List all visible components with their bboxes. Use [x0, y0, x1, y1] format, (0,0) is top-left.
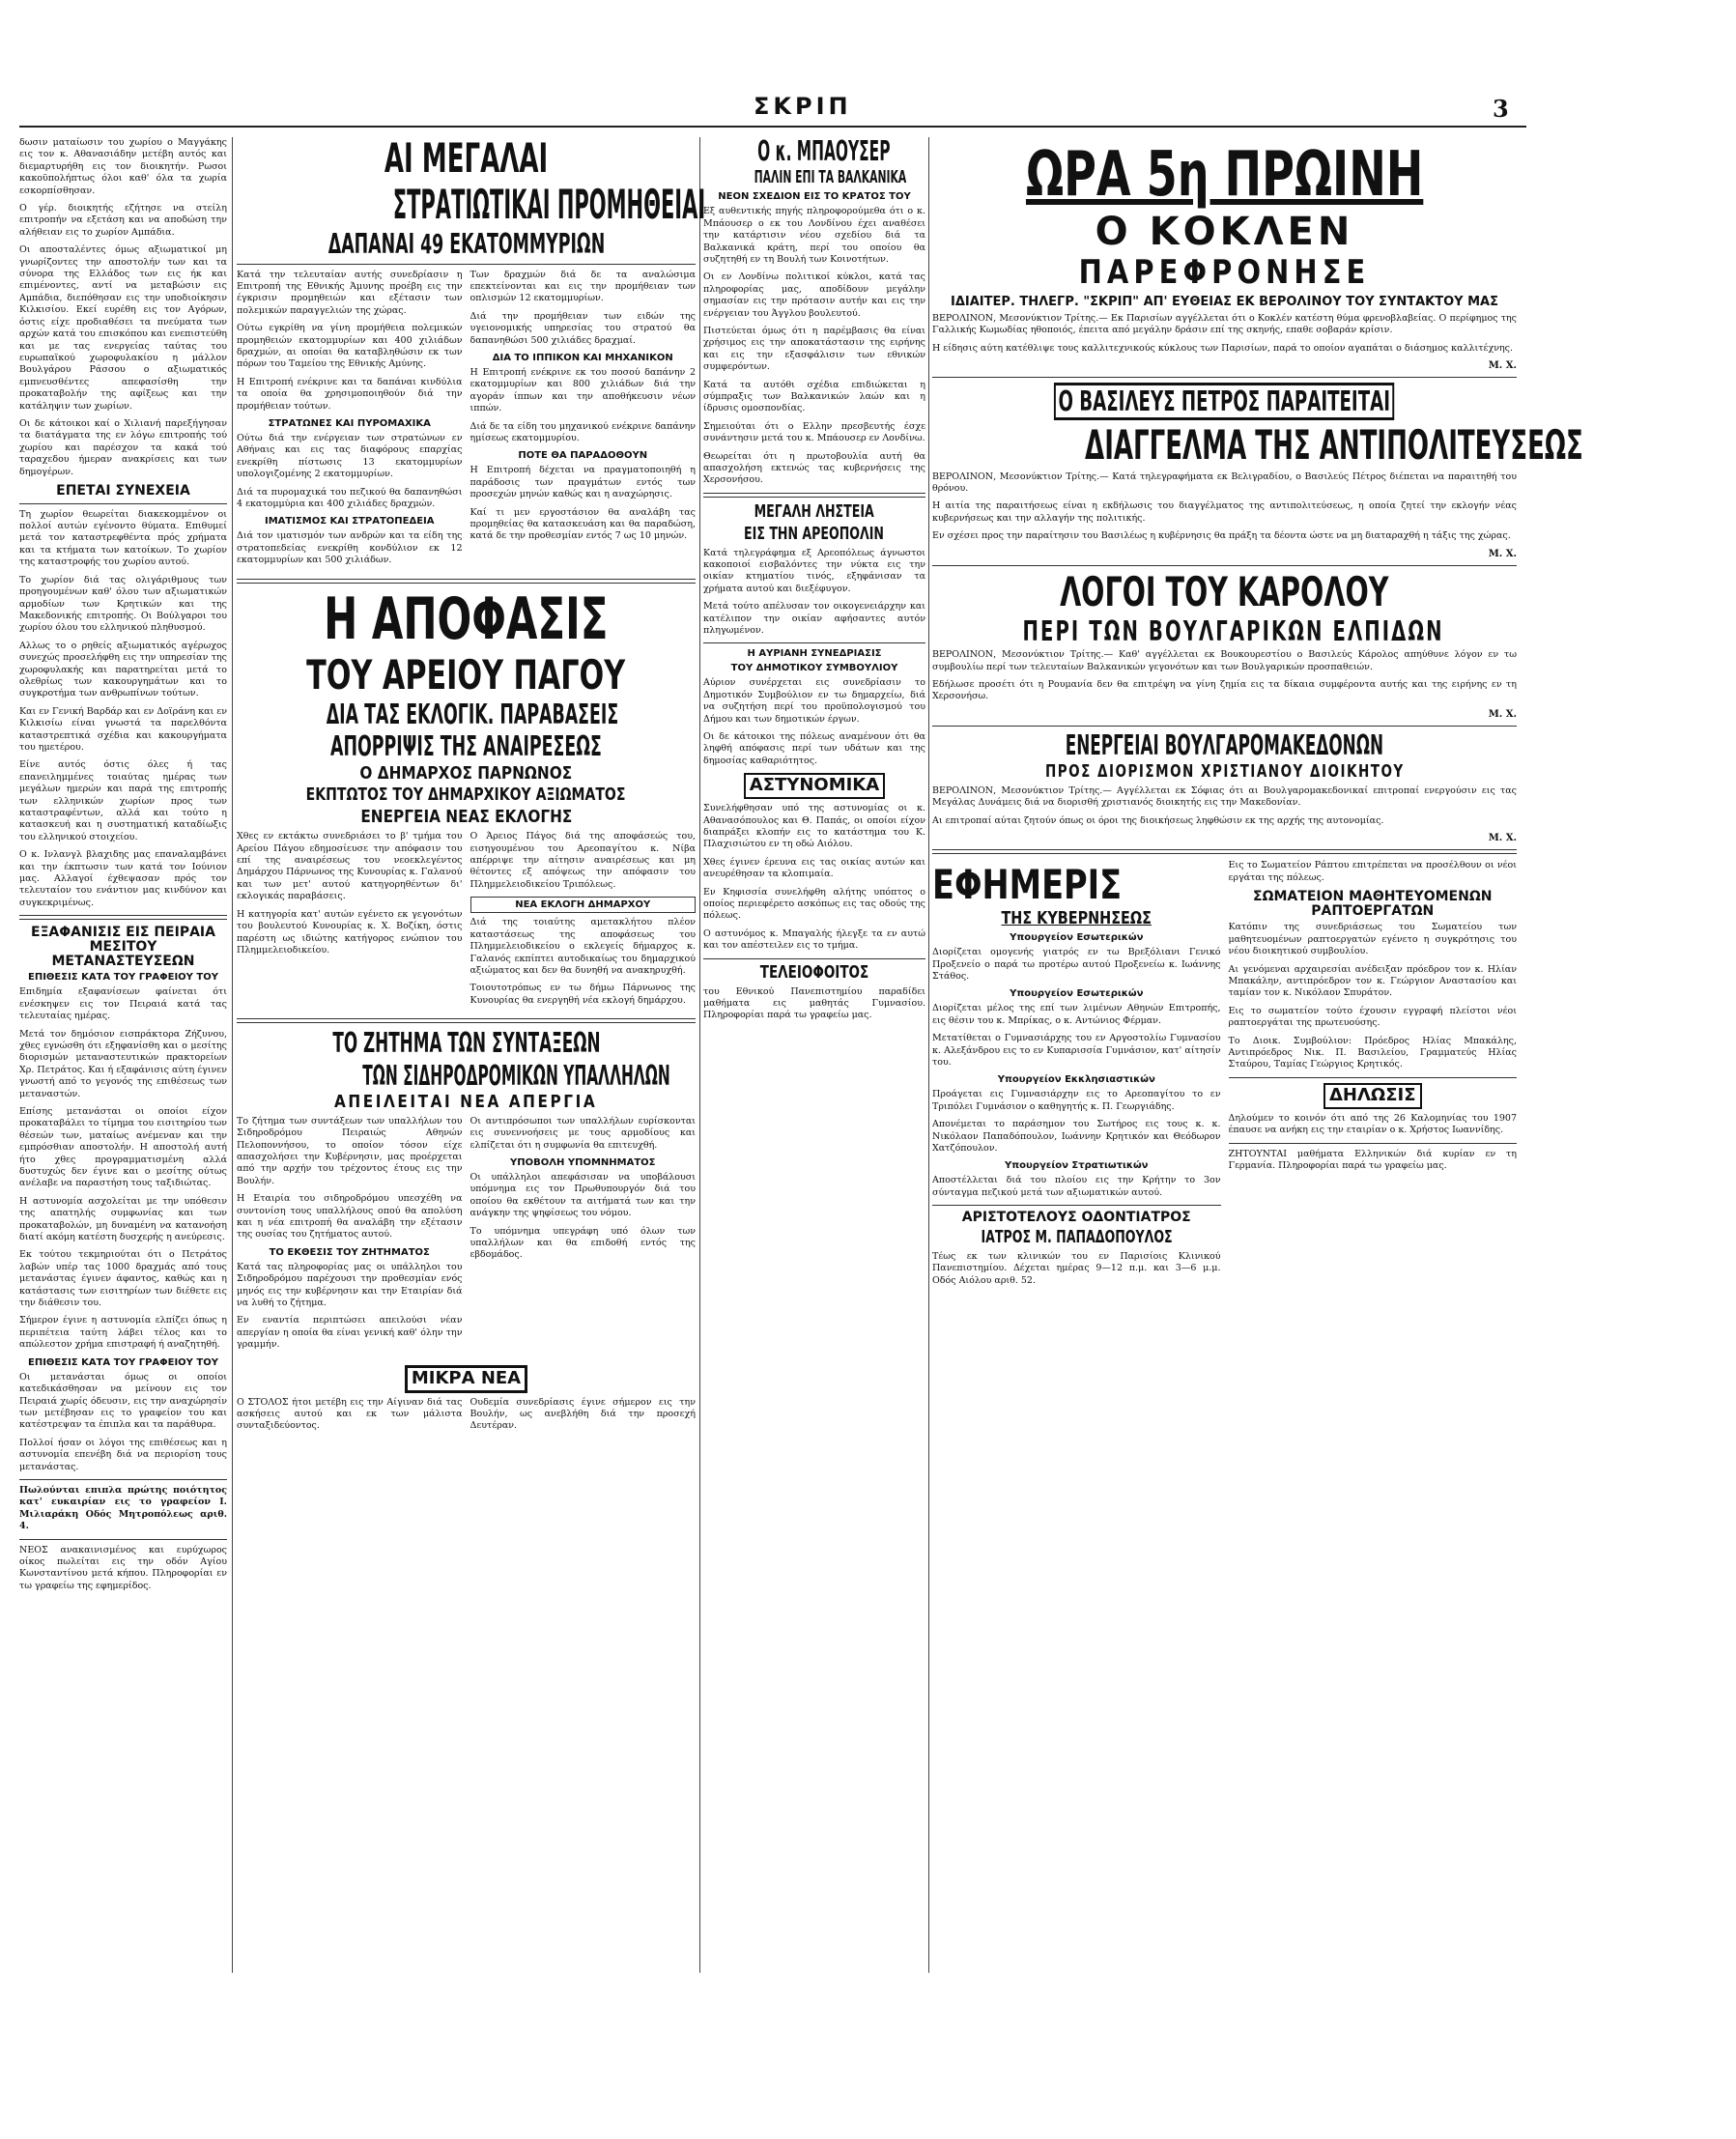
article-paragraph: Ο κ. Ινλανγλ βλαχιδης μας επαναλαμβάνει και την έκπτωσιν των κατά τον Ιούνιον μας. Αλλαγοί έχθεψασαν πρός τον τελευταίον του ενάντιον μας κινδύνον και συγκεκριμένως. — [19, 849, 227, 908]
article-subheadline: Ο ΔΗΜΑΡΧΟΣ ΠΑΡΝΩΝΟΣ — [359, 762, 573, 784]
article-body — [237, 831, 696, 1012]
article-paragraph: Διά δε τα είδη του μηχανικού ενέκρινε δαπάνην ημίσεως εκατομμυρίου. — [470, 420, 696, 444]
article-paragraph: Εκ τούτου τεκμηριούται ότι ο Πετράτος λαβών υπέρ τας 1000 δραχμάς από τους μετανάστας έγινεν άφαντος, καθώς και η κατάστασις των εισιτηρίων των διέθετε εις την διάθεσιν του. — [19, 1249, 227, 1309]
article-paragraph: Οι δε κάτοικοι της πόλεως αναμένουν ότι θα ληφθή απόφασις περί των υδάτων και της δημοσίας καθαριότητος. — [703, 731, 925, 766]
article-paragraph: Ούτω εγκρίθη να γίνη προμήθεια πολεμικών προμηθειών εκατομμυρίων και 400 χιλιάδων δραχμών, αι οποίαι θα καταβληθώσιν εκ των πόρων του Ταμείου της Εθνικής Αμύνης. — [237, 323, 463, 370]
section-subheadline: ΤΟ ΕΚΘΕΣΙΣ ΤΟΥ ΖΗΤΗΜΑΤΟΣ — [269, 1246, 430, 1258]
article-paragraph: Οι αντιπρόσωποι των υπαλλήλων ευρίσκονται εις συνεννοήσεις με τους αρμοδίους και ελπίζεται ότι η συμφωνία θα επιτευχθή. — [470, 1115, 696, 1151]
divider — [237, 1018, 696, 1023]
article-paragraph: ΒΕΡΟΛΙΝΟΝ, Μεσονύκτιον Τρίτης.— Καθ' αγγέλλεται εκ Βουκουρεστίου ο Βασιλεύς Κάρολος απηύθυνε λόγον εν τω συμβουλίω περί των τελευταίων Βαλκανικών γεγονότων και των Βουλγαρικών προσπαθειών. — [932, 649, 1517, 672]
masthead — [0, 93, 1546, 131]
divider — [932, 726, 1517, 727]
section-subheadline: ΔΙΑ ΤΟ ΙΠΠΙΚΟΝ ΚΑΙ ΜΗΧΑΝΙΚΟΝ — [492, 353, 673, 364]
article-subheadline: ΕΝΕΡΓΕΙΑ ΝΕΑΣ ΕΚΛΟΓΗΣ — [359, 807, 573, 828]
article-paragraph: Σήμερον έγινε η αστυνομία ελπίζει όπως η περιπέτεια ταύτη λάβει τέλος και το απώλεστον χρήμα επιστραφή ή αναζητηθή. — [19, 1315, 227, 1351]
section-subheadline: ΣΤΡΑΤΩΝΕΣ ΚΑΙ ΠΥΡΟΜΑΧΙΚΑ — [268, 418, 431, 430]
article-paragraph: Πολλοί ήσαν οι λόγοι της επιθέσεως και η αστυνομία επενέβη διά να περιορίση τους μετανάστας. — [19, 1437, 227, 1472]
article-paragraph: Χθες εν εκτάκτω συνεδριάσει το β' τμήμα του Αρείου Πάγου εδημοσίευσε την απόφασιν του επί της αναιρέσεως του νεοεκλεγέντος Δημάρχου Πάρνωνος της Κυνουρίας κ. Γαλανού και των μετ' αυτού κατηγορηθέντων δι' εκλογικάς παραβάσεις. — [237, 831, 463, 902]
article-paragraph: Μετά τον δημόσιον εισπράκτορα Ζήζυνου, χθες εγνώσθη ότι εξηφανίσθη και ο μεσίτης διορισμών μεταναστευτικών πρακτορείων Χρ. Πετράτος. Και ή εξαφάνισις αύτη έγινεν γνωστή από το γεγονός της επιθέσεως των μεταναστών. — [19, 1028, 227, 1099]
column-divider — [699, 137, 700, 1973]
section-subheadline: ΤΗΣ ΚΥΒΕΡΝΗΣΕΩΣ — [1001, 908, 1153, 929]
article-paragraph: Αι γενόμεναι αρχαιρεσίαι ανέδειξαν πρόεδρον τον κ. Ηλίαν Μπακάλην, αντιπρόεδρον τον κ. Γεώργιον Αναστασίου και ταμίαν τον κ. Νικόλαον Σπυράτον. — [1228, 963, 1517, 999]
article-paragraph: Ουδεμία συνεδρίασις έγινε σήμερον εις την Βουλήν, ως ανεβλήθη διά την προσεχή Δευτέραν. — [470, 1396, 696, 1432]
classified-headline: ΤΕΛΕΙΟΦΟΙΤΟΣ — [759, 961, 869, 983]
article-headline: ΜΕΓΑΛΗ ΛΗΣΤΕΙΑ — [754, 500, 875, 522]
article-paragraph: Των δραχμών διά δε τα αναλώσιμα επεκτείνονται και εις την προμήθειαν των οπλισμών 12 εκατομμυρίων. — [470, 269, 696, 304]
article-paragraph: δωσιν ματαίωσιν του χωρίου ο Μαγγάκης εις τον κ. Αθανασιάδην μετέβη αυτός και διεμαρτυρήθη εις τον διοικητήν. Ρωσοι κακοϋπολήπτως όλοι καθ' όλα τα χωρία εσκορπίσθησαν. — [19, 137, 227, 196]
article-paragraph: Διορίζεται μέλος της επί των λιμένων Αθηνών Επιτροπής, εις θέσιν του κ. Μπρίκας, ο κ. Αντώνιος Φέρμαν. — [932, 1003, 1221, 1026]
article-paragraph: Οι αποσταλέντες όμως αξιωματικοί μη γνωρίζοντες την αποστολήν των και τα σύνορα της Ελλάδος των εις ήκ και επιμένοντες, αντί να μεταβώσιν εις Αμπάδια, διεπόθησαν εις την υποδιοίκησιν Κιλκισίου. Εκεί ευρέθη εις τον Αγόρων, όστις είχε προδιαθέσει τα πνεύματα των αρχών κατά του επισκόπου και ενεπιστεύθη και με τας ενεργείας ταύτας του ευρωπαϊκού χωροφυλακίου η μάλλον Βουλγάρου Ράσσου ο αξιωματικός εμπνευσθέντες απεφασίσθη την προκαταβολήν της αφίξεως και την κατάληψιν των χωρίων. — [19, 244, 227, 412]
article-paragraph: Σημειούται ότι ο Ελλην πρεσβευτής έσχε συνάντησιν μετά του κ. Μπάουσερ εν Λονδίνω. — [703, 420, 925, 444]
article-paragraph: Εξ αυθεντικής πηγής πληροφορούμεθα ότι ο κ. Μπάουσερ ο εκ του Λονδίνου έχει αναθέσει την κατάρτισιν νέου σχεδίου διά τα Βαλκανικά κράτη, περί του οποίου θα συζητηθή εν τη Βουλή των Κοινοτήτων. — [703, 206, 925, 265]
article-paragraph: Ούτω διά την ενέργειαν των στρατώνων εν Αθήναις και εις τας διαφόρους επαρχίας ενεκρίθη πίστωσις 13 εκατομμυρίων υπολογιζομένης 2 εκατομμυρίων. — [237, 433, 463, 480]
article-headline: ΤΟ ΖΗΤΗΜΑ ΤΩΝ ΣΥΝΤΑΞΕΩΝ — [331, 1027, 601, 1060]
article-paragraph: Εδήλωσε προσέτι ότι η Ρουμανία δεν θα επιτρέψη να γίνη ζημία εις τα δίκαια συμφέροντα αυτής και της ειρήνης εν τη Χερσονήσω. — [932, 678, 1517, 702]
divider — [1229, 1077, 1518, 1078]
article-subheadline: ΠΕΡΙ ΤΩΝ ΒΟΥΛΓΑΡΙΚΩΝ ΕΛΠΙΔΩΝ — [1022, 614, 1444, 647]
article-paragraph: Εν σχέσει προς την παραίτησιν του Βασιλέως η κυβέρνησις θα πράξη τα δέοντα ώστε να μη διαταραχθή η τάξις της χώρας. — [932, 530, 1511, 542]
notice-text: Δηλούμεν το κοινόν ότι από της 26 Καλομηνίας του 1907 έπαυσε να ανήκη εις την εταιρίαν ο κ. Χρήστος Ιωαννίδης. — [1228, 1112, 1517, 1136]
article-body — [237, 1116, 696, 1357]
divider — [19, 1479, 227, 1480]
divider — [932, 1205, 1221, 1206]
article-paragraph: Ο αστυνόμος κ. Μπαγαλής ήλεγξε τα εν αυτώ και τον απέστειλεν εις το τμήμα. — [703, 927, 925, 952]
continued-label: ΕΠΕΤΑΙ ΣΥΝΕΧΕΙΑ — [56, 482, 190, 499]
article-headline: ΔΙΑΓΓΕΛΜΑ ΤΗΣ ΑΝΤΙΠΟΛΙΤΕΥΣΕΩΣ — [1085, 421, 1583, 470]
article-paragraph: Είνε αυτός όστις όλες ή τας επανειλημμένες τοιαύτας ημέρας των μεγάλων ημερών και παρά της επιτροπής των ελληνικών χωρίων προς των καταστραφέντων, αλλά και τούτο η κατασκευή και η συστηματική καταδίωξις του ελληνικού στοιχείου. — [19, 759, 227, 842]
article-subheadline: ΔΑΠΑΝΑΙ 49 ΕΚΑΤΟΜΜΥΡΙΩΝ — [327, 228, 605, 261]
article-subheadline: ΙΔΙΑΙΤΕΡ. ΤΗΛΕΓΡ. "ΣΚΡΙΠ" ΑΠ' ΕΥΘΕΙΑΣ ΕΚ ΒΕΡΟΛΙΝΟΥ ΤΟΥ ΣΥΝΤΑΚΤΟΥ ΜΑΣ — [951, 294, 1498, 309]
divider — [703, 642, 925, 643]
article-paragraph: Το χωρίον διά τας ολιγάριθμους των προηγουμένων καθ' όλου των αξιωματικών αρμοδίων των Κρητικών και της Μακεδονικής επιτροπής. Οι Βούλγαροι του χωρίου όλου του ελληνικού πληθυσμού. — [19, 574, 227, 634]
article-paragraph: ΒΕΡΟΛΙΝΟΝ, Μεσονύκτιον Τρίτης.— Εκ Παρισίων αγγέλλεται ότι ο Κοκλέν κατέστη θύμα φρενοβλαβείας. Ο περίφημος της Γαλλικής Κωμωδίας ηθοποιός, έπειτα από μεγάλην δράσιν επί της σκηνής, επαθε σοβαράν κρίσιν. — [932, 312, 1517, 336]
article-subheadline: ΤΟΥ ΔΗΜΟΤΙΚΟΥ ΣΥΜΒΟΥΛΙΟΥ — [730, 663, 898, 674]
article-paragraph: Οι εν Λονδίνω πολιτικοί κύκλοι, κατά τας πληροφορίας μας, αποδίδουν μεγάλην σημασίαν εις την πρότασιν αυτήν και εις την ενέργειαν του Άγγλου βουλευτού. — [703, 271, 925, 319]
article-subheadline: ΝΕΟΝ ΣΧΕΔΙΟΝ ΕΙΣ ΤΟ ΚΡΑΤΟΣ ΤΟΥ — [718, 191, 911, 203]
article-headline: ΣΩΜΑΤΕΙΟΝ ΜΑΘΗΤΕΥΟΜΕΝΩΝ ΡΑΠΤΟΕΡΓΑΤΩΝ — [1253, 889, 1493, 919]
article-paragraph: Αποστέλλεται διά του πλοίου εις την Κρήτην το 3ον σύνταγμα πεζικού μετά των αξιωματικών αυτού. — [932, 1175, 1221, 1198]
section-headline: ΑΣΤΥΝΟΜΙΚΑ — [703, 773, 925, 799]
article-paragraph: Κατά την τελευταίαν αυτής συνεδρίασιν η Επιτροπή της Εθνικής Άμυνης προέβη εις την έγκρισιν προμηθειών και εξέτασιν των πολεμικών παραγγελιών της χώρας. — [237, 269, 463, 316]
author-signature: Μ. Χ. — [1488, 833, 1517, 844]
article-paragraph: Τοιουτοτρόπως εν τω δήμω Πάρνωνος της Κυνουρίας θα ενεργηθή νέα εκλογή δημάρχου. — [470, 983, 696, 1006]
classified-headline: ΑΡΙΣΤΟΤΕΛΟΥΣ ΟΔΟΝΤΙΑΤΡΟΣ — [961, 1210, 1191, 1226]
article-body — [237, 1397, 696, 1439]
article-paragraph: Διά την προμήθειαν των ειδών της υγειονομικής υπηρεσίας του στρατού θα δαπανηθώσι 500 χιλιάδες δραχμαί. — [470, 310, 696, 346]
article-paragraph: Εν Κηφισσία συνελήφθη αλήτης υπόπτος ο οποίος περιεφέρετο ασκόπως εις τας οδούς της πόλεως. — [703, 886, 925, 922]
article-paragraph: Η αιτία της παραιτήσεως είναι η εκδήλωσις του διαγγέλματος της αντιπολιτεύσεως, η οποία ζητεί την εκλογήν νέας κυβερνήσεως και την αλλαγήν της πολιτικής. — [932, 500, 1517, 524]
masthead-rule — [19, 126, 1526, 128]
article-body — [237, 270, 696, 573]
author-signature: Μ. Χ. — [1488, 360, 1517, 372]
divider — [237, 579, 696, 584]
article-paragraph: Και εν Γενική Βαρδάρ και εν Δοϊράνη και εν Κιλκισίω είναι γνωστά τα παρελθόντα καταστρεπτικά σχέδια και κακουργήματα του ημετέρου. — [19, 705, 227, 753]
article-headline: Η ΑΠΟΦΑΣΙΣ — [324, 585, 609, 653]
article-paragraph: Ο γέρ. διοικητής εζήτησε να στείλη επιτροπήν να εξετάση και να αποδώση την αλήθειαν εις το χωρίον Αμπάδια. — [19, 203, 227, 238]
article-paragraph: Το ζήτημα των συντάξεων των υπαλλήλων του Σιδηροδρόμου Πειραιώς Αθηνών Πελοποννήσου, το οποίον τόσον είχε απασχολήσει την Κυβέρνησιν, μας προέρχεται από την αρχήν του τρέχοντος έτους εις την Βουλήν. — [237, 1115, 463, 1186]
ministry-heading: Υπουργείον Εκκλησιαστικών — [997, 1074, 1155, 1086]
article-subheadline: ΑΠΟΡΡΙΨΙΣ ΤΗΣ ΑΝΑΙΡΕΣΕΩΣ — [330, 730, 602, 763]
article-headline: Ο ΒΑΣΙΛΕΥΣ ΠΕΤΡΟΣ ΠΑΡΑΙΤΕΙΤΑΙ — [932, 383, 1517, 420]
article-paragraph: Αι επιτροπαί αύται ζητούν όπως οι όροι της διοικήσεως ληφθώσιν εκ της αρχής της αυτονομίας. — [932, 814, 1384, 826]
article-paragraph: Τη χωρίον θεωρείται διακεκομμένον οι πολλοί αυτών εγένοντο θύματα. Επιθυμεί μετά τον καταστρεφθέντα πρός χρήματα και τα κτήματα των κατοίκων. Το χωρίον της καταστροφής του χωρίου αυτού. — [19, 508, 227, 568]
divider — [932, 565, 1517, 566]
article-headline: ΕΝΕΡΓΕΙΑΙ ΒΟΥΛΓΑΡΟΜΑΚΕΔΟΝΩΝ — [1065, 728, 1384, 761]
article-paragraph: ΒΕΡΟΛΙΝΟΝ, Μεσονύκτιον Τρίτης.— Κατά τηλεγραφήματα εκ Βελιγραδίου, ο Βασιλεύς Πέτρος διέπεται να παραιτηθή του θρόνου. — [932, 471, 1517, 494]
article-paragraph: Οι μετανάσται όμως οι οποίοι κατεδικάσθησαν να μείνουν εις τον Πειραιά χωρίς όδευσιν, εις την αναχώρησίν των μετέβησαν εις το γραφείον του και κατέστρεψαν τα έπιπλα και τα παράθυρα. — [19, 1371, 227, 1431]
classified-ad: του Εθνικού Πανεπιστημίου παραδίδει μαθήματα εις μαθητάς Γυμνασίου. Πληροφορίαι παρά τω γραφείω μας. — [703, 985, 925, 1021]
article-paragraph: Διά της τοιαύτης αμετακλήτου πλέον καταστάσεως της αποφάσεως του Πλημμελειοδικείου ο εκλεγείς δήμαρχος κ. Γαλανός εκπίπτει αυτοδικαίως του δημαρχικού αξιώματος και δεν θα δυνηθή να ανακηρυχθή. — [470, 917, 696, 976]
article-paragraph: Καί τι μεν εργοστάσιον θα αναλάβη τας προμηθείας θα κατασκευάση και θα παραδώση, κατά δε την προθεσμίαν εντός 7 ως 10 μηνών. — [470, 506, 696, 542]
article-headline: Ο κ. ΜΠΑΟΥΣΕΡ — [757, 135, 891, 167]
article-paragraph: Η κατηγορία κατ' αυτών εγένετο εκ γεγονότων του βουλευτού Κυνουρίας κ. Χ. Βοζίκη, όστις παρέστη ως ιδιώτης κατήγορος ενώπιον του Πλημμελειοδικείου. — [237, 908, 463, 955]
column-divider — [928, 137, 929, 1973]
column-2 — [237, 134, 706, 1973]
article-paragraph: Ο Άρειος Πάγος διά της αποφάσεώς του, εισηγουμένου του Αρεοπαγίτου κ. Νίβα απέρριψε την αίτησιν αναιρέσεως και μη θέτοντες εξ απόψεως την απόφασιν του Πλημμελειοδικείου Τριπόλεως. — [470, 831, 696, 890]
article-paragraph: Επίσης μετανάσται οι οποίοι είχον προκαταβάλει το τίμημα του εισιτηρίου των θέσεών των, ματαίως ανέμεναν και την εμπρόσθιαν αποστολήν. Η αποστολή αυτή ήτο χθες προγραμματισμένη αλλά δυστυχώς δεν έγινε και ο μεσίτης ούτως ανέλαβε να παραστήση τους ταξιδιώτας. — [19, 1105, 227, 1189]
divider — [703, 493, 925, 498]
section-subheadline: ΠΟΤΕ ΘΑ ΠΑΡΑΔΟΘΟΥΝ — [518, 450, 648, 462]
article-headline: Ο ΚΟΚΛΕΝ — [1095, 210, 1354, 255]
article-subheadline: ΑΠΕΙΛΕΙΤΑΙ ΝΕΑ ΑΠΕΡΓΙΑ — [334, 1091, 598, 1112]
article-paragraph: Μετά τούτο απέλυσαν τον οικογενειάρχην και κατέλιπον την οικίαν αφήσαντες αυτόν πληγωμένον. — [703, 601, 925, 637]
column-4 — [932, 137, 1583, 1973]
article-paragraph: Χθες έγινεν έρευνα εις τας οικίας αυτών και ανευρέθησαν τα κλοπιμαία. — [703, 856, 925, 880]
column-3 — [703, 137, 925, 1973]
article-paragraph: ΒΕΡΟΛΙΝΟΝ, Μεσονύκτιον Τρίτης.— Αγγέλλεται εκ Σόφιας ότι αι Βουλγαρομακεδονικαί επιτροπαί ενεργούσιν εις τας Μεγάλας Δυνάμεις διά να διορισθή χριστιανός διοικητής εις την Μακεδονίαν. — [932, 785, 1517, 809]
article-paragraph: Προάγεται εις Γυμνασιάρχην εις το Αρεοπαγίτου το εν Τριπόλει Γυμνάσιον ο καθηγητής κ. Π. Γεωργιάδης. — [932, 1089, 1221, 1112]
lower-section — [932, 860, 1517, 1293]
article-paragraph: Αύριον συνέρχεται εις συνεδρίασιν το Δημοτικόν Συμβούλιον εν τω δημαρχείω, διά να συζητήση περί του προϋπολογισμού του Δήμου και των δημοτικών έργων. — [703, 677, 925, 725]
article-paragraph: Η Εταιρία του σιδηροδρόμου υπεσχέθη να συντονίση τους υπαλλήλους οπού θα απολύση και η νέα επιτροπή θα αναλάβη την εξέτασιν της ουσίας του ζητήματος αυτού. — [237, 1193, 463, 1241]
article-paragraph: Κατά τας πληροφορίας μας οι υπάλληλοι του Σιδηροδρόμου παρέχουσι την προθεσμίαν ενός μηνός εις την κυβέρνησιν και την Εταιρίαν διά να λυθή το ζήτημα. — [237, 1261, 463, 1309]
article-subheadline: ΕΚΠΤΩΤΟΣ ΤΟΥ ΔΗΜΑΡΧΙΚΟΥ ΑΞΙΩΜΑΤΟΣ — [306, 784, 626, 806]
article-subheadline: ΔΙΑ ΤΑΣ ΕΚΛΟΓΙΚ. ΠΑΡΑΒΑΣΕΙΣ — [326, 698, 619, 730]
article-paragraph: Η Επιτροπή δέχεται να πραγματοποιηθή η παράδοσις των πραγμάτων εντός των προσεχών μηνών καθώς και η αναχώρησις. — [470, 465, 696, 500]
article-paragraph: Οι υπάλληλοι απεφάσισαν να υποβάλουσι υπόμνημα εις τον Πρωθυπουργόν διά του οποίου θα εκθέτουν τα αιτήματά των και την ανάγκην της ψηφίσεως του νόμου. — [470, 1172, 696, 1219]
article-paragraph: Οι δε κάτοικοι καί ο Χιλιανή παρεξήγησαν τα διατάγματα της εν λόγω επιτροπής τού χωρίου και παρέσχον τα κακά τού ταραχεδου ήμεραν ανακρίσεις και των δημογέρων. — [19, 417, 227, 477]
newspaper-title: ΣΚΡΙΠ — [754, 93, 852, 120]
article-headline: Η ΑΥΡΙΑΝΗ ΣΥΝΕΔΡΙΑΣΙΣ — [747, 648, 882, 660]
article-paragraph: Η Επιτροπή ενέκρινε και τα δαπάναι κινδύλια τα οποία θα χρησιμοποιηθούν διά την προμήθειαν τούτων. — [237, 376, 463, 412]
divider — [19, 1539, 227, 1540]
article-paragraph: Η αστυνομία ασχολείται με την υπόθεσιν της απατηλής συμφωνίας και των προκαταβολών, μη δυναμένη να κατανοήση διατί ακόμη κατέστη δυσχερής η ανεύρεσις. — [19, 1195, 227, 1243]
article-headline: ΑΙ ΜΕΓΑΛΑΙ — [384, 134, 549, 182]
article-headline: ΠΑΡΕΦΡΟΝΗΣΕ — [1078, 253, 1371, 293]
article-subheadline: ΕΠΙΘΕΣΙΣ ΚΑΤΑ ΤΟΥ ΓΡΑΦΕΙΟΥ ΤΟΥ — [28, 1356, 218, 1368]
classified-ad: Πωλούνται επιπλα πρώτης ποιότητος κατ' ευκαιρίαν εις το γραφείον Ι. Μιλιαράκη Οδός Μητροπόλεως αριθ. 4. — [19, 1484, 227, 1532]
article-paragraph: Πιστεύεται όμως ότι η παρέμβασις θα είναι χρήσιμος εις την αποκατάστασιν της ειρήνης και εις την εξασφάλισιν των εθνικών συμφερόντων. — [703, 325, 925, 373]
article-headline: ΤΩΝ ΣΙΔΗΡΟΔΡΟΜΙΚΩΝ ΥΠΑΛΛΗΛΩΝ — [362, 1059, 670, 1092]
article-paragraph: Το υπόμνημα υπεγράφη υπό όλων των υπαλλήλων και θα επιδοθή εντός της εβδομάδος. — [470, 1225, 696, 1261]
section-subheadline: ΝΕΑ ΕΚΛΟΓΗ ΔΗΜΑΡΧΟΥ — [470, 897, 697, 913]
article-paragraph: Κατά τηλεγράφημα εξ Αρεοπόλεως άγνωστοι κακοποιοί εισβαλόντες την νύκτα εις την οικίαν κτηματίου τινός, εξηφάνισαν τα χρήματα αυτού και διεξέφυγον. — [703, 547, 925, 594]
article-subheadline: ΠΑΛΙΝ ΕΠΙ ΤΑ ΒΑΛΚΑΝΙΚΑ — [754, 167, 907, 188]
article-headline: ΛΟΓΟΙ ΤΟΥ ΚΑΡΟΛΟΥ — [1060, 567, 1389, 615]
article-paragraph: Κατόπιν της συνεδριάσεως του Σωματείου των μαθητευομένων ραπτοεργατών εγένετο η συγκρότησις του νέου διοικητικού συμβουλίου. — [1228, 922, 1517, 957]
article-paragraph: Διά τον ιματισμόν των ανδρών και τα είδη της στρατοπεδείας ενεκρίθη κονδύλιον εκ 12 εκατομμυρίων και 500 χιλιάδων. — [237, 530, 463, 566]
classified-headline: ΙΑΤΡΟΣ Μ. ΠΑΠΑΔΟΠΟΥΛΟΣ — [981, 1226, 1173, 1247]
classified-ad: ΝΕΟΣ ανακαινισμένος και ευρύχωρος οίκος πωλείται εις την οδόν Αγίου Κωνσταντίνου μετά κήπου. Πληροφορίαι εν τω γραφείω της εφημερίδος. — [19, 1544, 227, 1591]
section-subheadline: ΥΠΟΒΟΛΗ ΥΠΟΜΝΗΜΑΤΟΣ — [510, 1157, 656, 1169]
divider — [703, 958, 925, 959]
article-headline: ΕΞΑΦΑΝΙΣΙΣ ΕΙΣ ΠΕΙΡΑΙΑ ΜΕΣΙΤΟΥ ΜΕΤΑΝΑΣΤΕΥΣΕΩΝ — [31, 925, 215, 969]
article-paragraph: Εις το σωματείον τούτο έχουσιν εγγραφή πλείστοι νέοι ραπτοεργάται της πρωτευούσης. — [1228, 1005, 1517, 1029]
ministry-heading: Υπουργείον Εσωτερικών — [1010, 932, 1144, 944]
article-paragraph: Κατά τα αυτόθι σχέδια επιδιώκεται η σύμπραξις των Βαλκανικών λαών και η ίδρυσις ομοσπονδίας. — [703, 379, 925, 414]
article-paragraph: Διά τα πυρομαχικά του πεζικού θα δαπανηθώσι 4 εκατομμύρια και 400 χιλιάδες δραχμών. — [237, 486, 463, 510]
article-paragraph: Απονέμεται το παράσημον του Σωτήρος εις τους κ. κ. Νικόλαον Παπαδόπουλον, Ιωάννην Κρητικόν και Θεόδωρον Χατζόπουλον. — [932, 1119, 1221, 1155]
article-paragraph: Εν εναντία περιπτώσει απειλούσι νέαν απεργίαν η οποία θα είναι γενική καθ' όλην την γραμμήν. — [237, 1315, 463, 1351]
section-headline: ΜΙΚΡΑ ΝΕΑ — [237, 1365, 696, 1393]
article-subheadline: ΕΠΙΘΕΣΙΣ ΚΑΤΑ ΤΟΥ ΓΡΑΦΕΙΟΥ ΤΟΥ — [28, 972, 218, 984]
article-paragraph: Συνελήφθησαν υπό της αστυνομίας οι κ. Αθανασόπουλος και Θ. Παπάς, οι οποίοι είχον διαπράξει κλοπήν εις το κατάστημα του Κ. Πλαχισιώτου εν τη οδώ Αιόλου. — [703, 803, 925, 850]
article-paragraph: Ο ΣΤΟΛΟΣ ήτοι μετέβη εις την Αίγιναν διά τας ασκήσεις αυτού και εκ των μάλιστα συνταξιδεύοντος. — [237, 1396, 463, 1432]
article-headline: ΤΟΥ ΑΡΕΙΟΥ ΠΑΓΟΥ — [306, 650, 626, 699]
classified-ad: Τέως εκ των κλινικών του εν Παρισίοις Κλινικού Πανεπιστημίου. Δέχεται ημέρας 9—12 π.μ. και 3—6 μ.μ. Οδός Αιόλου αριθ. 52. — [932, 1250, 1221, 1286]
article-headline: ΣΤΡΑΤΙΩΤΙΚΑΙ ΠΡΟΜΗΘΕΙΑΙ — [392, 181, 706, 229]
section-headline: ΕΦΗΜΕΡΙΣ — [932, 861, 1123, 909]
divider — [19, 503, 227, 504]
article-paragraph: Επιδημία εξαφανίσεων φαίνεται ότι ενέσκηψεν εις τον Πειραιά κατά τας τελευταίας ημέρας. — [19, 986, 227, 1022]
page-number: 3 — [1493, 95, 1509, 123]
article-paragraph: Η Επιτροπή ενέκρινε εκ του ποσού δαπάνην 2 εκατομμυρίων και 800 χιλιάδων διά την αγοράν ίππων και την αποθήκευσιν νέων ιππών. — [470, 367, 696, 414]
section-subheadline: ΙΜΑΤΙΣΜΟΣ ΚΑΙ ΣΤΡΑΤΟΠΕΔΕΙΑ — [264, 516, 435, 528]
divider — [19, 915, 227, 920]
divider — [1229, 1143, 1518, 1144]
ministry-heading: Υπουργείον Στρατιωτικών — [1005, 1160, 1149, 1172]
notice-headline: ΔΗΛΩΣΙΣ — [1229, 1083, 1518, 1109]
article-headline: ΩΡΑ 5η ΠΡΩΙΝΗ — [1025, 139, 1424, 211]
divider — [237, 264, 696, 265]
author-signature: Μ. Χ. — [1488, 708, 1517, 720]
article-paragraph: Το Διοικ. Συμβούλιον: Πρόεδρος Ηλίας Μπακάλης, Αντιπρόεδρος Νικ. Π. Βασιλείου, Γραμματεύς Ηλίας Σταύρου, Ταμίας Γεώργιος Κρητικός. — [1228, 1035, 1517, 1070]
divider — [932, 377, 1517, 378]
column-divider — [232, 137, 233, 1973]
article-paragraph: Διορίζεται ομογενής γιατρός εν τω Βρεξόλιανι Γενικό Προξενείο ο παρά τω προτέρω αυτού Προξενείω κ. Ιωάννης Στάθος. — [932, 947, 1221, 983]
article-paragraph: Αλλως το ο ρηθείς αξιωματικός αγέρωχος συνεχώς προσελήφθη εις την υπηρεσίαν της χωροφυλακής και παρατηρείται μετά το ολεθρίως των κακουργημάτων και το συγκροτήμα των ανθρωπίνων τούτων. — [19, 640, 227, 699]
article-subheadline: ΠΡΟΣ ΔΙΟΡΙΣΜΟΝ ΧΡΙΣΤΙΑΝΟΥ ΔΙΟΙΚΗΤΟΥ — [1044, 761, 1405, 783]
author-signature: Μ. Χ. — [1488, 548, 1517, 559]
divider — [932, 849, 1517, 854]
article-paragraph: Θεωρείται ότι η πρωτοβουλία αυτή θα απασχολήση εκτενώς τας κυβερνήσεις της Χερσονήσου. — [703, 450, 925, 486]
article-paragraph: Μετατίθεται ο Γυμνασιάρχης του εν Αργοστολίω Γυμνασίου κ. Αλεξάνδρου εις το εν Κυπαρισσία Γυμνάσιον, κατ' αίτησίν του. — [932, 1033, 1221, 1069]
classified-ad: ΖΗΤΟΥΝΤΑΙ μαθήματα Ελληνικών διά κυρίαν εν τη Γερμανία. Πληροφορίαι παρά τω γραφείω μας. — [1228, 1148, 1517, 1171]
ministry-heading: Υπουργείον Εσωτερικών — [1010, 988, 1144, 1000]
article-paragraph: Η είδησις αύτη κατέθλιψε τους καλλιτεχνικούς κύκλους των Παρισίων, παρά το οποίον αγαπάται ο διάσημος καλλιτέχνης. — [932, 342, 1514, 354]
column-1 — [19, 137, 227, 1973]
article-headline: ΕΙΣ ΤΗΝ ΑΡΕΟΠΟΛΙΝ — [744, 523, 885, 544]
article-paragraph: Εις το Σωματείον Ράπτου επιτρέπεται να προσέλθουν οι νέοι εργάται της πόλεως. — [1228, 860, 1517, 883]
